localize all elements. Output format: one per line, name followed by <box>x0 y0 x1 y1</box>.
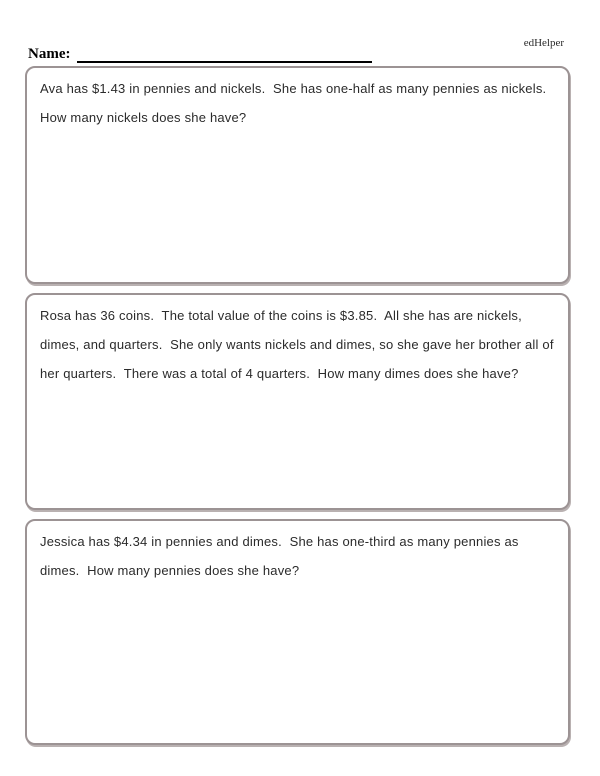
problem-2-text: Rosa has 36 coins. The total value of the coins is $3.85. All she has are nickels, dimes, and quarters. She only wants nickels and dimes, so she gave her brother all of her quarters. There was a total of 4 quarters. How many dimes does she have? <box>40 308 558 381</box>
name-label: Name: <box>28 46 71 62</box>
problem-box-2 <box>25 293 570 510</box>
name-blank-line <box>77 46 372 63</box>
brand-text: edHelper <box>523 37 564 49</box>
name-row <box>28 46 372 63</box>
problem-1-text: Ava has $1.43 in pennies and nickels. She has one-half as many pennies as nickels. How many nickels does she have? <box>40 81 554 125</box>
problem-box-1 <box>25 66 570 284</box>
problem-box-3 <box>25 519 570 745</box>
problem-3-text: Jessica has $4.34 in pennies and dimes. She has one-third as many pennies as dimes. How many pennies does she have? <box>40 534 523 578</box>
